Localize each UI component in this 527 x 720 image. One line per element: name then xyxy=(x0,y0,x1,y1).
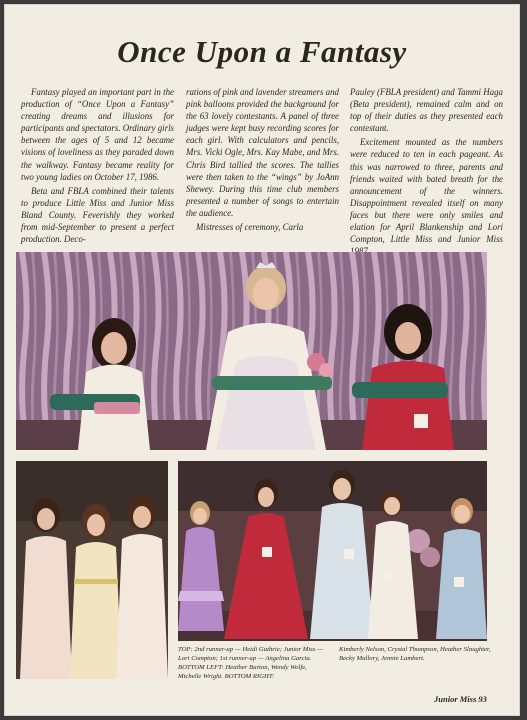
yearbook-page xyxy=(4,4,520,716)
article-column-3 xyxy=(350,86,503,259)
photo-caption-right: Kimberly Nelson, Crystal Thompson, Heather Slaughter, Becky Mallory, Jennie Lambert. xyxy=(339,646,491,662)
paragraph: Beta and FBLA combined their talents to produce Little Miss and Junior Miss Bland County. Feverishly they worked from mid-September to present a perfect production. Deco- xyxy=(21,185,174,245)
paragraph: Pauley (FBLA president) and Tammi Haga (Beta president), remained calm and on top of their duties as they presented each contestant. xyxy=(350,87,503,134)
paragraph: Fantasy played an important part in the production of “Once Upon a Fantasy” creating dreams and illusions for participants and spectators. Ordinary girls between the ages of 5 and 12 became visions of loveliness as they paraded down the walkway. Fantasy became reality for two young ladies on October 17, 1986. xyxy=(21,87,174,182)
article-column-1 xyxy=(21,86,174,247)
page-folio: Junior Miss 93 xyxy=(434,694,487,704)
paragraph: Mistresses of ceremony, Carla xyxy=(196,222,304,233)
contestants-photo-left xyxy=(16,461,168,679)
paragraph: rations of pink and lavender streamers and pink balloons provided the background for the 63 lovely contestants. A panel of three judges were kept busy recording scores for each girl. With calculators and pencils, Mrs. Vicki Ogle, Mrs. Kay Mabe, and Mrs. Chris Bird tallied the scores. The tallies were then taken to the “wings” by JoAnn Shewey. During this time club members presented a number of songs to entertain the audience. xyxy=(186,87,339,218)
page-title: Once Upon a Fantasy xyxy=(117,34,407,69)
contestants-photo-right xyxy=(178,461,487,641)
paragraph: Excitement mounted as the numbers were reduced to ten in each pageant. As this was narrowed to three, parents and friends waited with bated breath for the announcement of the winners. Disappointment revealed itself on many faces but there were only smiles and elation for April Blankenship and Lori Compton, Little Miss and Junior Miss xyxy=(350,137,503,245)
article-column-2 xyxy=(186,86,339,235)
photo-caption-left: TOP: 2nd runner-up — Heidi Guthrie; Junior Miss — Lori Compton; 1st runner-up — Angelina Garcia. BOTTOM LEFT: Heather Burton, Wendy Wolfe, Michelle Wright. BOTTOM RIGHT: xyxy=(178,646,324,680)
winners-photo xyxy=(16,252,487,450)
